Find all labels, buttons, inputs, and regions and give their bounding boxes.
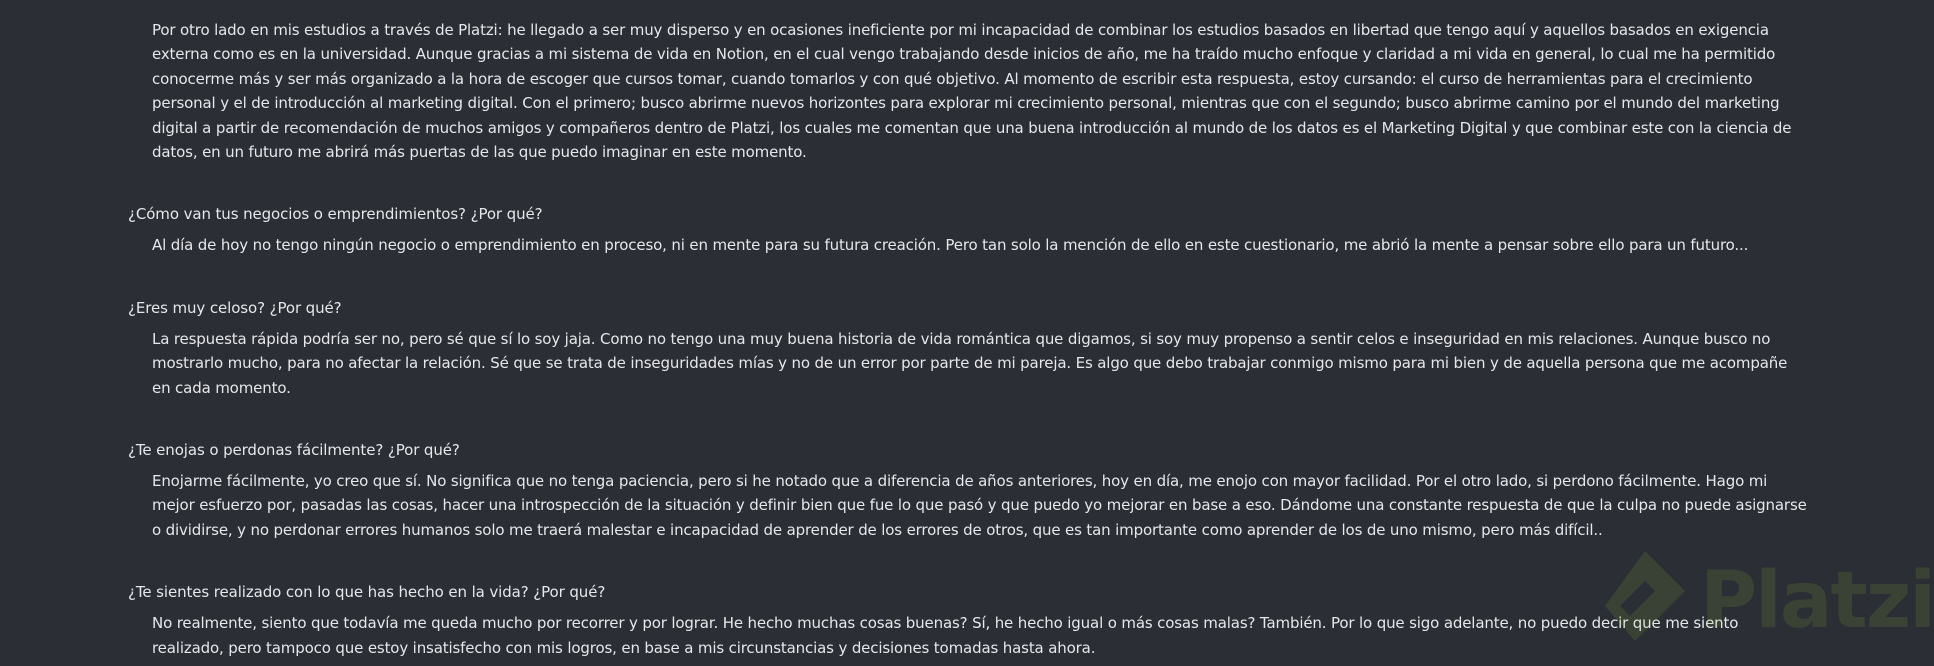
question-text: ¿Eres muy celoso? ¿Por qué? (128, 298, 342, 317)
intro-paragraph: Por otro lado en mis estudios a través de Platzi: he llegado a ser muy disperso y en ocasiones ineficiente por mi incapacidad de combinar los estudios basados en libertad que tengo aquí y aquellos basados en exigencia externa como es en la universidad. Aunque gracias a mi sistema de vida en Notion, en el cual vengo trabajando desde inicios de año, me ha traído mucho enfoque y claridad a mi vida en general, lo cual me ha permitido conocerme más y ser más organizado a la hora de escoger que cursos tomar, cuando tomarlos y con qué objetivo. Al momento de escribir esta respuesta, estoy cursando: el curso de herramientas para el crecimiento personal y el de introducción al marketing digital. Con el primero; busco abrirme nuevos horizontes para explorar mi crecimiento personal, mientras que con el segundo; busco abrirme camino por el mundo del marketing digital a partir de recomendación de muchos amigos y compañeros dentro de Platzi, los cuales me comentan que una buena introducción al mundo de los datos es el Marketing Digital y que combinar este con la ciencia de datos, en un futuro me abrirá más puertas de las que puedo imaginar en este momento. (152, 21, 1792, 162)
qa-item-realizado (128, 580, 1808, 660)
document-content (128, 18, 1808, 660)
question-text: ¿Te enojas o perdonas fácilmente? ¿Por qué? (128, 441, 460, 460)
qa-item-celoso (128, 296, 1808, 400)
qa-item-negocios (128, 202, 1808, 257)
watermark-text: Platzi (1700, 556, 1934, 646)
answer-text: Enojarme fácilmente, yo creo que sí. No significa que no tenga paciencia, pero si he notado que a diferencia de años anteriores, hoy en día, me enojo con mayor facilidad. Por el otro lado, si perdono fácilmente. Hago mi mejor esfuerzo por, pasadas las cosas, hacer una introspección de la situación y definir bien que fue lo que pasó y que puedo yo mejorar en base a eso. Dándome una constante respuesta de que la culpa no puede asignarse o dividirse, y no perdonar errores humanos solo me traerá malestar e incapacidad de aprender de los errores de otros, que es tan importante como aprender de los de uno mismo, pero más difícil.. (152, 472, 1807, 539)
qa-item-enojas (128, 438, 1808, 542)
question-text: ¿Te sientes realizado con lo que has hecho en la vida? ¿Por qué? (128, 583, 606, 602)
answer-text: No realmente, siento que todavía me queda mucho por recorrer y por lograr. He hecho muchas cosas buenas? Sí, he hecho igual o más cosas malas? También. Por lo que sigo adelante, no puedo decir que me siento realizado, pero tampoco que estoy insatisfecho con mis logros, en base a mis circunstancias y decisiones tomadas hasta ahora. (152, 614, 1739, 657)
question-text: ¿Cómo van tus negocios o emprendimientos? ¿Por qué? (128, 205, 543, 224)
answer-text: Al día de hoy no tengo ningún negocio o emprendimiento en proceso, ni en mente para su futura creación. Pero tan solo la mención de ello en este cuestionario, me abrió la mente a pensar sobre ello para un futuro... (152, 236, 1749, 255)
answer-text: La respuesta rápida podría ser no, pero sé que sí lo soy jaja. Como no tengo una muy buena historia de vida romántica que digamos, si soy muy propenso a sentir celos e inseguridad en mis relaciones. Aunque busco no mostrarlo mucho, para no afectar la relación. Sé que se trata de inseguridades mías y no de un error por parte de mi pareja. Es algo que debo trabajar conmigo mismo para mi bien y de aquella persona que me acompañe en cada momento. (152, 329, 1788, 397)
